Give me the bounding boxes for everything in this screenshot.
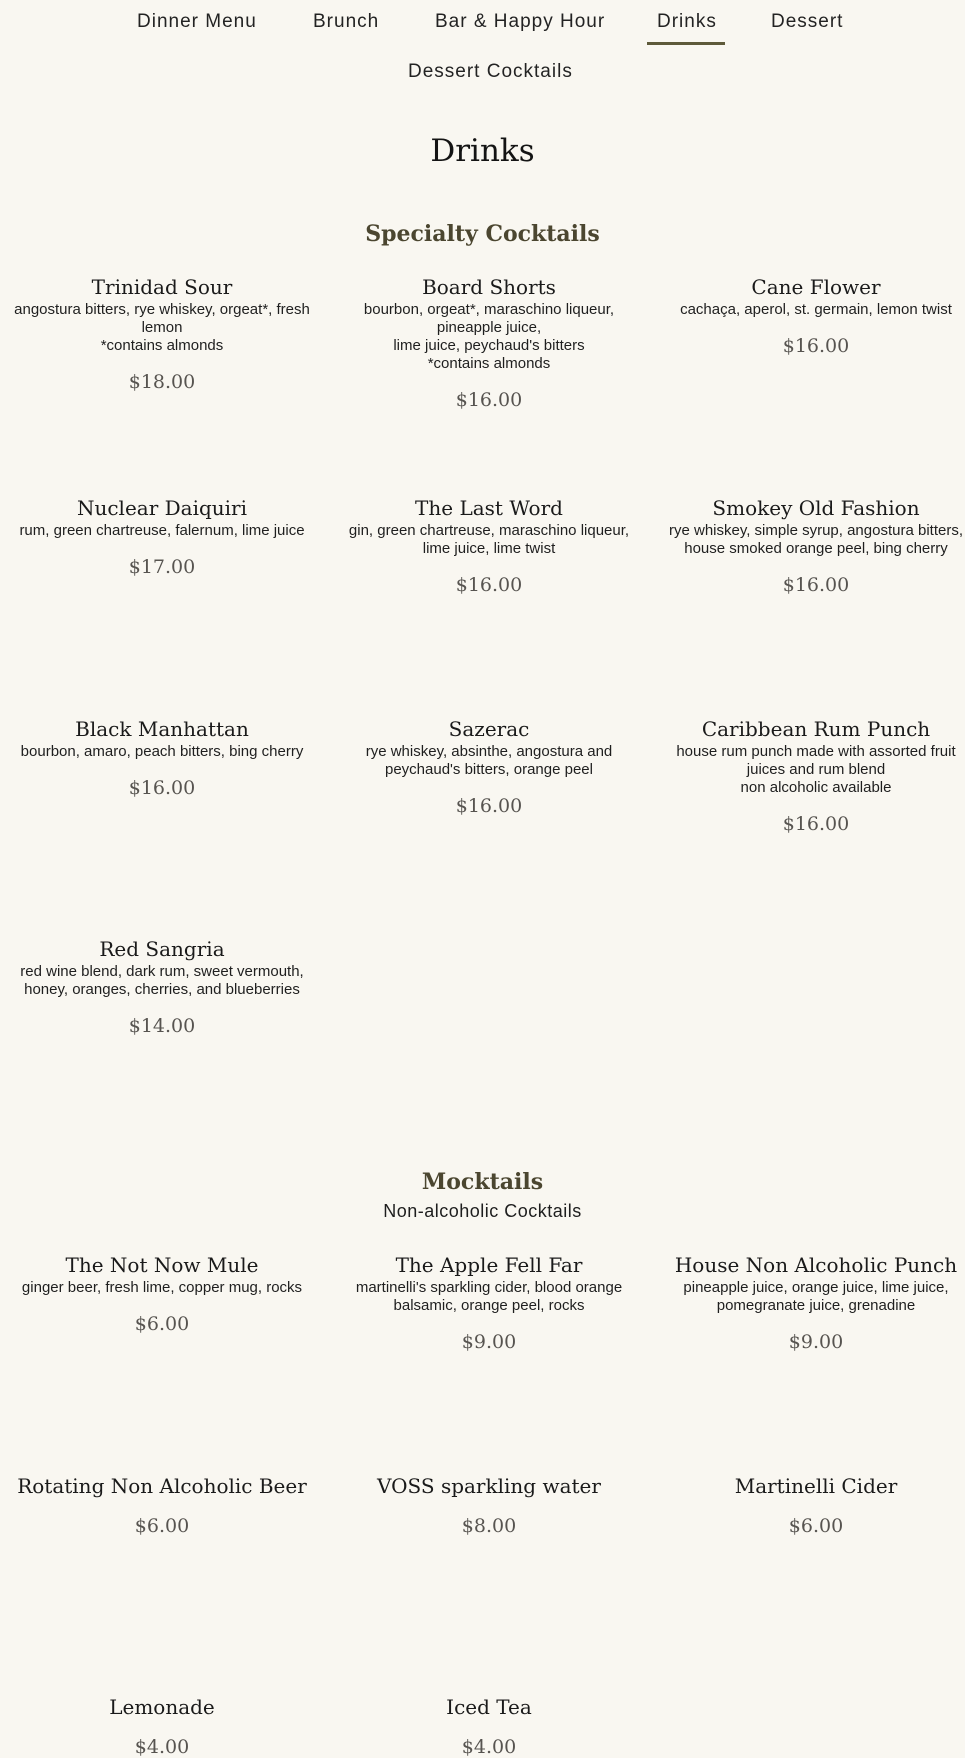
menu-item <box>339 274 639 411</box>
menu-item-description <box>666 522 965 558</box>
menu-item-price: $9.00 <box>788 1331 844 1353</box>
menu-item-name: Trinidad Sour <box>91 275 233 299</box>
menu-item-description-line: non alcoholic available <box>740 779 892 796</box>
menu-item-name: Sazerac <box>448 717 530 741</box>
nav-tab-brunch[interactable]: Brunch <box>313 11 380 32</box>
menu-item-description-line: rye whiskey, simple syrup, angostura bitters, house smoked orange peel, bing cherry <box>668 522 963 557</box>
menu-item <box>666 495 965 596</box>
menu-item <box>12 716 312 799</box>
menu-item-name: Iced Tea <box>446 1695 532 1719</box>
nav-tab-drinks[interactable]: Drinks <box>657 11 717 32</box>
menu-item-description-line: cachaça, aperol, st. germain, lemon twist <box>680 301 952 318</box>
menu-item-price: $18.00 <box>128 371 196 393</box>
nav-tab-dessert[interactable]: Dessert <box>771 11 844 32</box>
menu-item <box>12 1473 312 1537</box>
nav-tab-dessert-cocktails[interactable]: Dessert Cocktails <box>408 61 573 82</box>
nav-tab-bar-happy-hour[interactable]: Bar & Happy Hour <box>435 11 606 32</box>
menu-item <box>666 1473 965 1537</box>
menu-item <box>339 1694 639 1758</box>
menu-item <box>12 1252 312 1335</box>
menu-item-description <box>666 743 965 797</box>
menu-item-name: Rotating Non Alcoholic Beer <box>17 1474 307 1498</box>
menu-item-name: House Non Alcoholic Punch <box>674 1253 958 1277</box>
menu-item-description-line: red wine blend, dark rum, sweet vermouth, honey, oranges, cherries, and blueberries <box>20 963 304 998</box>
menu-item-description-line: lime juice, peychaud's bitters <box>393 337 585 354</box>
menu-item-price: $8.00 <box>461 1515 517 1537</box>
menu-item-price: $16.00 <box>782 813 850 835</box>
menu-item-price: $9.00 <box>461 1331 517 1353</box>
menu-item-price: $16.00 <box>782 574 850 596</box>
menu-item-description-line: rum, green chartreuse, falernum, lime juice <box>19 522 305 539</box>
menu-item-price: $16.00 <box>128 777 196 799</box>
menu-item-description-line: bourbon, amaro, peach bitters, bing cherry <box>20 743 304 760</box>
page-title: Drinks <box>430 133 535 169</box>
menu-item-name: The Last Word <box>415 496 563 520</box>
nav-active-underline <box>647 42 725 45</box>
menu-item-description <box>666 301 965 319</box>
menu-item <box>12 1694 312 1758</box>
menu-item-description-line: *contains almonds <box>100 337 224 354</box>
menu-item <box>339 1473 639 1537</box>
menu-item-description <box>12 963 312 999</box>
menu-item-price: $16.00 <box>455 389 523 411</box>
menu-item-name: Nuclear Daiquiri <box>76 496 248 520</box>
menu-item-price: $16.00 <box>455 795 523 817</box>
menu-item-name: Black Manhattan <box>75 717 249 741</box>
menu-item-price: $16.00 <box>455 574 523 596</box>
menu-item-name: Lemonade <box>109 1695 215 1719</box>
menu-item-description-line: angostura bitters, rye whiskey, orgeat*, fresh lemon <box>14 301 310 336</box>
menu-item-description <box>339 301 639 373</box>
menu-item <box>666 1252 965 1353</box>
menu-item-price: $14.00 <box>128 1015 196 1037</box>
menu-item-price: $16.00 <box>782 335 850 357</box>
menu-item-name: Martinelli Cider <box>734 1474 898 1498</box>
menu-item <box>666 274 965 357</box>
menu-item <box>12 274 312 393</box>
menu-item-description <box>12 301 312 355</box>
menu-item-name: Caribbean Rum Punch <box>701 717 931 741</box>
section-subtitle-mocktails: Non-alcoholic Cocktails <box>383 1201 582 1221</box>
menu-item-description-line: martinelli's sparkling cider, blood orange balsamic, orange peel, rocks <box>355 1279 623 1314</box>
menu-item-price: $6.00 <box>134 1515 190 1537</box>
menu-nav <box>0 0 965 90</box>
menu-item-price: $4.00 <box>134 1736 190 1758</box>
menu-item-description-line: gin, green chartreuse, maraschino liqueur, lime juice, lime twist <box>348 522 630 557</box>
menu-item-description <box>339 522 639 558</box>
menu-item-name: Red Sangria <box>99 937 225 961</box>
menu-item-name: The Apple Fell Far <box>395 1253 583 1277</box>
menu-item-description-line: *contains almonds <box>427 355 551 372</box>
menu-item-description-line: rye whiskey, absinthe, angostura and peychaud's bitters, orange peel <box>365 743 613 778</box>
menu-item-description <box>12 743 312 761</box>
menu-item <box>12 936 312 1037</box>
menu-item-description-line: house rum punch made with assorted fruit juices and rum blend <box>676 743 956 778</box>
menu-item-name: VOSS sparkling water <box>377 1474 601 1498</box>
menu-item-description-line: ginger beer, fresh lime, copper mug, rocks <box>21 1279 303 1296</box>
menu-item-description-line: bourbon, orgeat*, maraschino liqueur, pineapple juice, <box>363 301 615 336</box>
menu-item-description <box>339 743 639 779</box>
section-title-specialty-cocktails: Specialty Cocktails <box>365 221 600 247</box>
menu-item <box>339 716 639 817</box>
menu-item-name: Smokey Old Fashion <box>712 496 920 520</box>
menu-item-name: Cane Flower <box>751 275 881 299</box>
menu-item <box>12 495 312 578</box>
menu-item-name: The Not Now Mule <box>65 1253 259 1277</box>
menu-item-description <box>666 1279 965 1315</box>
menu-item-description <box>12 522 312 540</box>
menu-item-price: $17.00 <box>128 556 196 578</box>
menu-item <box>339 495 639 596</box>
menu-item-price: $4.00 <box>461 1736 517 1758</box>
menu-item-price: $6.00 <box>788 1515 844 1537</box>
nav-tab-dinner-menu[interactable]: Dinner Menu <box>137 11 257 32</box>
menu-item <box>666 716 965 835</box>
menu-item <box>339 1252 639 1353</box>
menu-item-description-line: pineapple juice, orange juice, lime juice, pomegranate juice, grenadine <box>683 1279 949 1314</box>
menu-item-description <box>12 1279 312 1297</box>
menu-item-price: $6.00 <box>134 1313 190 1335</box>
section-title-mocktails: Mocktails <box>421 1169 544 1195</box>
menu-item-description <box>339 1279 639 1315</box>
menu-item-name: Board Shorts <box>422 275 556 299</box>
